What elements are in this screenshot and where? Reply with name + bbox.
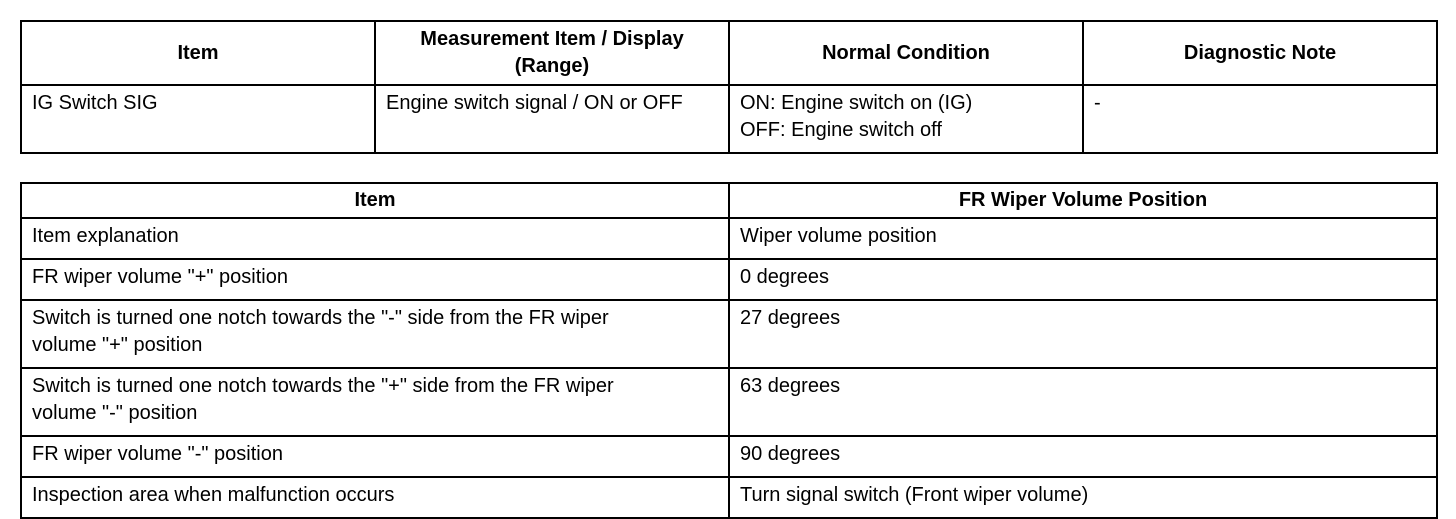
table-header-row xyxy=(21,183,1437,218)
cell-value: Turn signal switch (Front wiper volume) xyxy=(729,477,1437,518)
header-item: Item xyxy=(21,21,375,85)
table-row xyxy=(21,85,1437,153)
header-measurement-line2: (Range) xyxy=(514,55,590,77)
cell-diagnostic-note: - xyxy=(1083,85,1437,153)
cell-value: 0 degrees xyxy=(729,259,1437,300)
cell-measurement: Engine switch signal / ON or OFF xyxy=(375,85,729,153)
table-row xyxy=(21,477,1437,518)
cell-item-line2: volume "-" position xyxy=(32,402,198,424)
table-row xyxy=(21,436,1437,477)
table-row xyxy=(21,218,1437,259)
cell-item xyxy=(21,368,729,436)
data-list-table xyxy=(20,20,1438,154)
header-fr-wiper-volume-position: FR Wiper Volume Position xyxy=(729,183,1437,218)
cell-item-line1: Switch is turned one notch towards the "+" side from the FR wiper xyxy=(32,375,614,397)
cell-value: 63 degrees xyxy=(729,368,1437,436)
cell-item: IG Switch SIG xyxy=(21,85,375,153)
cell-item: FR wiper volume "+" position xyxy=(21,259,729,300)
header-diagnostic-note: Diagnostic Note xyxy=(1083,21,1437,85)
cell-normal-condition xyxy=(729,85,1083,153)
cell-item: FR wiper volume "-" position xyxy=(21,436,729,477)
header-measurement xyxy=(375,21,729,85)
table-row xyxy=(21,300,1437,368)
header-item: Item xyxy=(21,183,729,218)
normal-condition-line2: OFF: Engine switch off xyxy=(740,119,942,141)
header-measurement-line1: Measurement Item / Display xyxy=(420,28,684,50)
cell-item-line2: volume "+" position xyxy=(32,334,203,356)
cell-value: 90 degrees xyxy=(729,436,1437,477)
cell-item xyxy=(21,300,729,368)
wiper-volume-table xyxy=(20,182,1438,519)
cell-item: Item explanation xyxy=(21,218,729,259)
table-row xyxy=(21,259,1437,300)
table-row xyxy=(21,368,1437,436)
header-normal-condition: Normal Condition xyxy=(729,21,1083,85)
cell-item-line1: Switch is turned one notch towards the "-" side from the FR wiper xyxy=(32,307,609,329)
normal-condition-line1: ON: Engine switch on (IG) xyxy=(740,92,973,114)
table-header-row xyxy=(21,21,1437,85)
cell-value: Wiper volume position xyxy=(729,218,1437,259)
cell-item: Inspection area when malfunction occurs xyxy=(21,477,729,518)
cell-value: 27 degrees xyxy=(729,300,1437,368)
